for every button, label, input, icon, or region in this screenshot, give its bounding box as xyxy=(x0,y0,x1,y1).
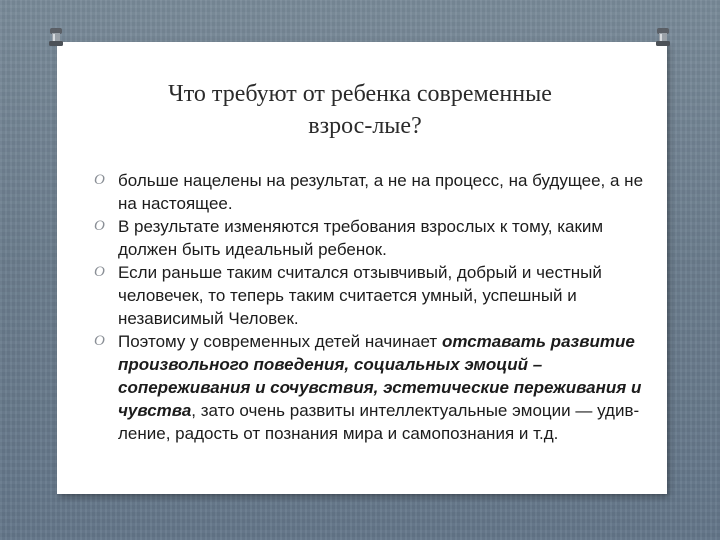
emphasis-text: отставать развитие произвольного поведения, социальных эмоций – сопереживания и сочувствия, эстетические переживания и чувства xyxy=(118,332,642,420)
bullet-text xyxy=(118,332,641,443)
bullet-list xyxy=(94,169,644,445)
body-text: , зато очень развиты интеллектуальные эмоции — удив-ление, радость от познания мира и самопознания и т.д. xyxy=(118,401,640,443)
title-line-1: Что требуют от ребенка современные xyxy=(168,81,552,107)
body-text: В результате изменяются требования взрослых к тому, каким должен быть идеальный ребенок. xyxy=(118,217,604,259)
pushpin-icon xyxy=(47,26,65,50)
title-line-2: взрос-лые? xyxy=(308,113,422,139)
bullet-marker-icon: O xyxy=(94,264,105,280)
bullet-item xyxy=(94,169,644,215)
bullet-marker-icon: O xyxy=(94,333,105,349)
bullet-text xyxy=(118,263,602,328)
bullet-marker-icon: O xyxy=(94,172,105,188)
body-text: Поэтому у современных детей начинает xyxy=(118,332,442,351)
bullet-item xyxy=(94,330,644,445)
body-text: Если раньше таким считался отзывчивый, добрый и честный человечек, то теперь таким считается умный, успешный и независимый Человек. xyxy=(118,263,602,328)
bullet-text xyxy=(118,171,643,213)
slide-title xyxy=(0,78,720,142)
bullet-item xyxy=(94,215,644,261)
pushpin-icon xyxy=(654,26,672,50)
body-text: больше нацелены на результат, а не на процесс, на будущее, а не на настоящее. xyxy=(118,171,644,213)
bullet-marker-icon: O xyxy=(94,218,105,234)
bullet-item xyxy=(94,261,644,330)
bullet-text xyxy=(118,217,603,259)
